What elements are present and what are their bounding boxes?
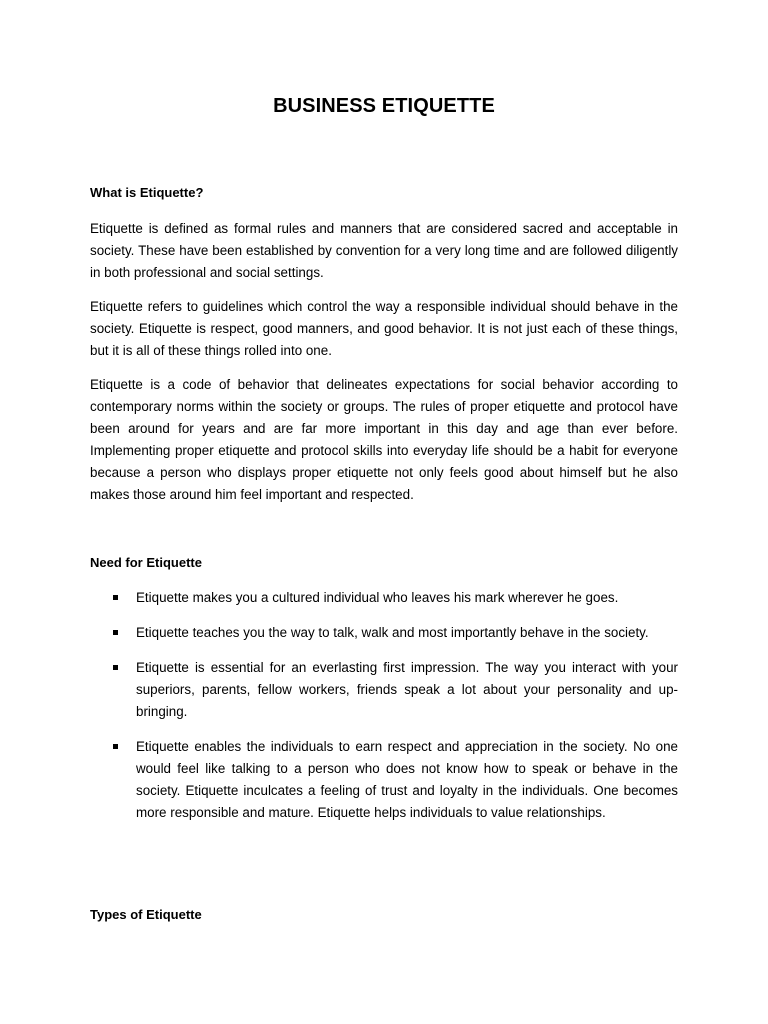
list-item-text: Etiquette makes you a cultured individual who leaves his mark wherever he goes. — [136, 590, 619, 605]
list-item — [90, 657, 678, 723]
paragraph-definition: Etiquette is defined as formal rules and manners that are considered sacred and acceptable in society. These have been established by convention for a very long time and are followed diligently in both professional and social settings. — [90, 221, 678, 280]
page-title: BUSINESS ETIQUETTE — [273, 95, 495, 117]
paragraph-code-of-behavior: Etiquette is a code of behavior that delineates expectations for social behavior according to contemporary norms within the society or groups. The rules of proper etiquette and protocol have been around for years and are far more important in this day and age than ever before. Implementing proper etiquette and protocol skills into everyday life should be a habit for everyone because a person who displays proper etiquette not only feels good about himself but he also makes those around him feel important and respected. — [90, 377, 678, 502]
square-bullet-icon — [113, 665, 118, 670]
section-heading-what-is-etiquette: What is Etiquette? — [90, 185, 204, 200]
paragraph-guidelines: Etiquette refers to guidelines which control the way a responsible individual should behave in the society. Etiquette is respect, good manners, and good behavior. It is not just each of these things, but it is all of these things rolled into one. — [90, 299, 678, 358]
need-bullet-list — [90, 587, 678, 824]
list-item-text: Etiquette teaches you the way to talk, walk and most importantly behave in the society. — [136, 625, 649, 640]
list-item-text: Etiquette is essential for an everlasting first impression. The way you interact with your superiors, parents, fellow workers, friends speak a lot about your personality and up-bringing. — [136, 660, 678, 719]
section-heading-need-for-etiquette: Need for Etiquette — [90, 555, 202, 570]
section-heading-types-of-etiquette: Types of Etiquette — [90, 907, 202, 922]
list-item — [90, 587, 678, 609]
square-bullet-icon — [113, 595, 118, 600]
list-item — [90, 736, 678, 824]
square-bullet-icon — [113, 630, 118, 635]
list-item — [90, 622, 678, 644]
square-bullet-icon — [113, 744, 118, 749]
list-item-text: Etiquette enables the individuals to earn respect and appreciation in the society. No one would feel like talking to a person who does not know how to speak or behave in the society. Etiquette inculcates a feeling of trust and loyalty in the individuals. One becomes more responsible and mature. Etiquette helps individuals to value relationships. — [136, 739, 678, 820]
